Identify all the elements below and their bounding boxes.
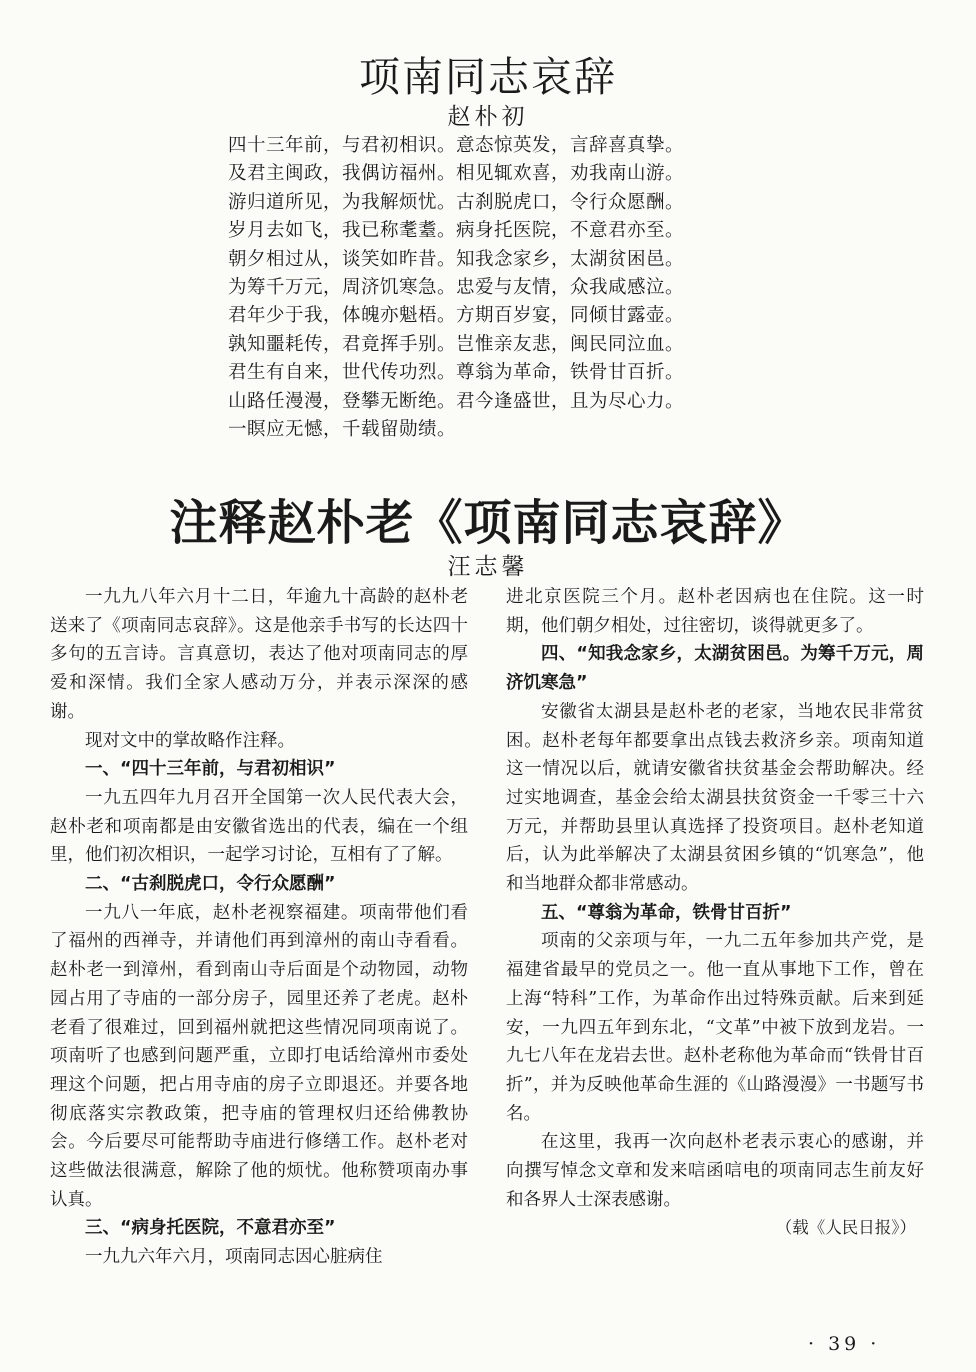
- paragraph-continuation: 进北京医院三个月。赵朴老因病也在住院。这一时期，他们朝夕相处，过往密切，谈得就更多了。: [506, 587, 924, 636]
- paragraph: 一九九六年六月，项南同志因心脏病住: [85, 1247, 383, 1268]
- article-title: 注释赵朴老《项南同志哀辞》: [169, 495, 807, 551]
- source-note: （载《人民日报》）: [775, 1218, 916, 1238]
- poem-line: 君年少于我，体魄亦魁梧。方期百岁宴，同倾甘露壶。: [228, 305, 685, 327]
- paragraph: 一九五四年九月召开全国第一次人民代表大会，赵朴老和项南都是由安徽省选出的代表，编在一个组里，他们初次相识，一起学习讨论，互相有了了解。: [50, 787, 468, 866]
- poem-author: 赵朴初: [447, 104, 529, 130]
- poem-line: 四十三年前，与君初相识。意态惊英发，言辞喜真挚。: [228, 135, 685, 156]
- poem-body: [228, 132, 768, 444]
- poem-line: 及君主闽政，我偶访福州。相见辄欢喜，劝我南山游。: [228, 163, 685, 185]
- poem-line: 君生有自来，世代传功烈。尊翁为革命，铁骨甘百折。: [228, 362, 685, 384]
- article-author: 汪志馨: [447, 554, 529, 580]
- paragraph: 项南的父亲项与年，一九二五年参加共产党，是福建省最早的党员之一。他一直从事地下工作，曾在上海“特科”工作，为革命作出过特殊贡献。后来到延安，一九四五年到东北，“文革”中被下放到龙岩。一九七八年在龙岩去世。赵朴老称他为革命而“铁骨甘百折”，并为反映他革命生涯的《山路漫漫》一书题写书名。: [506, 931, 924, 1124]
- page-number: · 39 ·: [808, 1333, 881, 1355]
- article-right-column: [506, 583, 924, 1243]
- paragraph: 现对文中的掌故略作注释。: [85, 730, 295, 751]
- paragraph: 安徽省太湖县是赵朴老的老家，当地农民非常贫困。赵朴老每年都要拿出点钱去救济乡亲。项南知道这一情况以后，就请安徽省扶贫基金会帮助解决。经过实地调查，基金会给太湖县扶贫资金一千零三十六万元，并帮助县里认真选择了投资项目。赵朴老知道后，认为此举解决了太湖县贫困乡镇的“饥寒急”，他和当地群众都非常感动。: [506, 701, 924, 895]
- poem-line: 一瞑应无憾，千载留勋绩。: [228, 418, 457, 440]
- paragraph: 一九九八年六月十二日，年逾九十高龄的赵朴老送来了《项南同志哀辞》。这是他亲手书写的长达四十多句的五言诗。言真意切，表达了他对项南同志的厚爱和深情。我们全家人感动万分，并表示深深的感谢。: [50, 587, 468, 722]
- poem-line: 岁月去如飞，我已称耄耋。病身托医院，不意君亦至。: [228, 220, 685, 242]
- poem-line: 朝夕相过从，谈笑如昨昔。知我念家乡，太湖贫困邑。: [228, 248, 685, 270]
- poem-line: 山路任漫漫，登攀无断绝。君今逢盛世，且为尽心力。: [228, 390, 685, 412]
- poem-line: 孰知噩耗传，君竟挥手别。岂惟亲友悲，闽民同泣血。: [228, 333, 685, 355]
- section-heading: 一、“四十三年前，与君初相识”: [85, 759, 336, 780]
- poem-line: 游归道所见，为我解烦忧。古刹脱虎口，令行众愿酬。: [228, 191, 685, 213]
- article-left-column: [50, 583, 468, 1272]
- poem-title: 项南同志哀辞: [359, 53, 617, 101]
- poem-line: 为筹千万元，周济饥寒急。忠爱与友情，众我咸感泣。: [228, 276, 685, 298]
- section-heading: 三、“病身托医院，不意君亦至”: [85, 1218, 336, 1239]
- section-heading: 四、“知我念家乡，太湖贫困邑。为筹千万元，周济饥寒急”: [506, 644, 924, 694]
- paragraph: 一九八一年底，赵朴老视察福建。项南带他们看了福州的西禅寺，并请他们再到漳州的南山寺看看。赵朴老一到漳州，看到南山寺后面是个动物园，动物园占用了寺庙的一部分房子，园里还养了老虎。赵朴老看了很难过，回到福州就把这些情况同项南说了。项南听了也感到问题严重，立即打电话给漳州市委处理这个问题，把占用寺庙的房子立即退还。并要各地彻底落实宗教政策，把寺庙的管理权归还给佛教协会。今后要尽可能帮助寺庙进行修缮工作。赵朴老对这些做法很满意，解除了他的烦忧。他称赞项南办事认真。: [50, 902, 468, 1210]
- paragraph: 在这里，我再一次向赵朴老表示衷心的感谢，并向撰写悼念文章和发来唁函唁电的项南同志生前友好和各界人士深表感谢。: [506, 1132, 924, 1210]
- section-heading: 二、“古刹脱虎口，令行众愿酬”: [85, 874, 336, 895]
- section-heading: 五、“尊翁为革命，铁骨甘百折”: [541, 902, 792, 923]
